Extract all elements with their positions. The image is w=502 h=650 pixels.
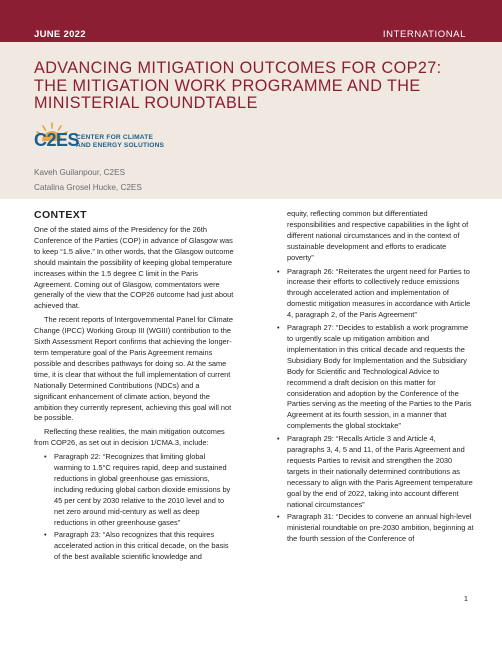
bullet-icon: • [44,452,47,462]
logo-org-name: CENTER FOR CLIMATE AND ENERGY SOLUTIONS [76,134,165,149]
section-label: INTERNATIONAL [382,29,466,40]
bullet-icon: • [277,512,280,522]
author-2: Catalina Grosel Hucke, C2ES [34,183,142,192]
publication-date: JUNE 2022 [34,29,86,40]
paragraph: equity, reflecting common but differentiated responsibilities and respective capabilities in the light of different national circumstances and in the context of sustainable development and efforts to eradicate poverty” [287,209,469,262]
bullet-icon: • [277,266,280,276]
left-column [34,209,234,565]
bullet-icon: • [277,434,280,444]
paragraph: Reflecting these realities, the main mitigation outcomes from COP26, as set out in decision 1/CMA.3, include: [34,427,225,448]
list-item: • Paragraph 27: “Decides to establish a work programme to urgently scale up mitigation ambition and implementation in this critical decade and requests the Subsidiary Body for Implementation and the Subsidiary Body for Scientific and Technological Advice to recommend a draft decision on this matter for consideration and adoption by the Conference of the Parties serving as the meeting of the Parties to the Paris Agreement at its fourth session, in a manner that complements the global stocktake” [277,323,472,431]
paragraph: One of the stated aims of the Presidency for the 26th Conference of the Parties (COP) in advance of Glasgow was to keep “1.5 alive.” In other words, that the Glasgow outcome should maintain the possibility of keeping global temperature increases within the 1.5 degree C limit in the Paris Agreement. Coming out of Glasgow, commentators were generally of the view that the COP26 outcome had just about achieved that. [34,225,234,311]
page-number: 1 [463,594,468,603]
bullet-list [44,452,234,563]
list-item: • Paragraph 22: “Recognizes that limiting global warming to 1.5°C requires rapid, deep and sustained reductions in global greenhouse gas emissions, including reducing global carbon dioxide emissions by 45 per cent by 2030 relative to the 2010 level and to net zero around mid-century as well as deep reductions in other greenhouse gases” [44,452,231,527]
list-item: • Paragraph 23: “Also recognizes that this requires accelerated action in this critical decade, on the basis of the best available scientific knowledge and [44,530,229,562]
bullet-icon: • [44,530,47,540]
top-bar [0,0,502,42]
list-item: • Paragraph 26: “Reiterates the urgent need for Parties to increase their efforts to collectively reduce emissions through accelerated action and implementation of domestic mitigation measures in accordance with Article 4, paragraph 2, of the Paris Agreement” [277,266,471,320]
document-title: ADVANCING MITIGATION OUTCOMES FOR COP27: THE MITIGATION WORK PROGRAMME AND THE MINISTERIAL ROUNDTABLE [34,59,442,112]
right-column [277,209,474,547]
logo-mark: C2ES [34,130,80,150]
section-heading: CONTEXT [34,209,87,221]
paragraph: The recent reports of Intergovernmental Panel for Climate Change (IPCC) Working Group III (WGIII) contribution to the Sixth Assessment Report confirms that achieving the longer-term temperature goal of the Paris Agreement remains possible and describes pathways for doing so. At the same time, it is clear that without the full implementation of current Nationally Determined Contributions (NDCs) and a significant enhancement of climate action, beyond the ambition they currently represent, achieving this goal will not be possible. [34,315,233,423]
list-item: • Paragraph 31: “Decides to convene an annual high-level ministerial roundtable on pre-2030 ambition, beginning at the fourth session of the Conference of [277,512,474,544]
header-block [0,42,502,199]
c2es-logo [34,122,194,160]
bullet-icon: • [277,323,280,333]
bullet-list [277,267,474,546]
author-1: Kaveh Guilanpour, C2ES [34,168,126,177]
list-item: • Paragraph 29: “Recalls Article 3 and Article 4, paragraphs 3, 4, 5 and 11, of the Paris Agreement and requests Parties to revisit and strengthen the 2030 targets in their nationally determined contributions as necessary to align with the Paris Agreement temperature goal by the end of 2022, taking into account different national circumstances” [277,434,473,509]
